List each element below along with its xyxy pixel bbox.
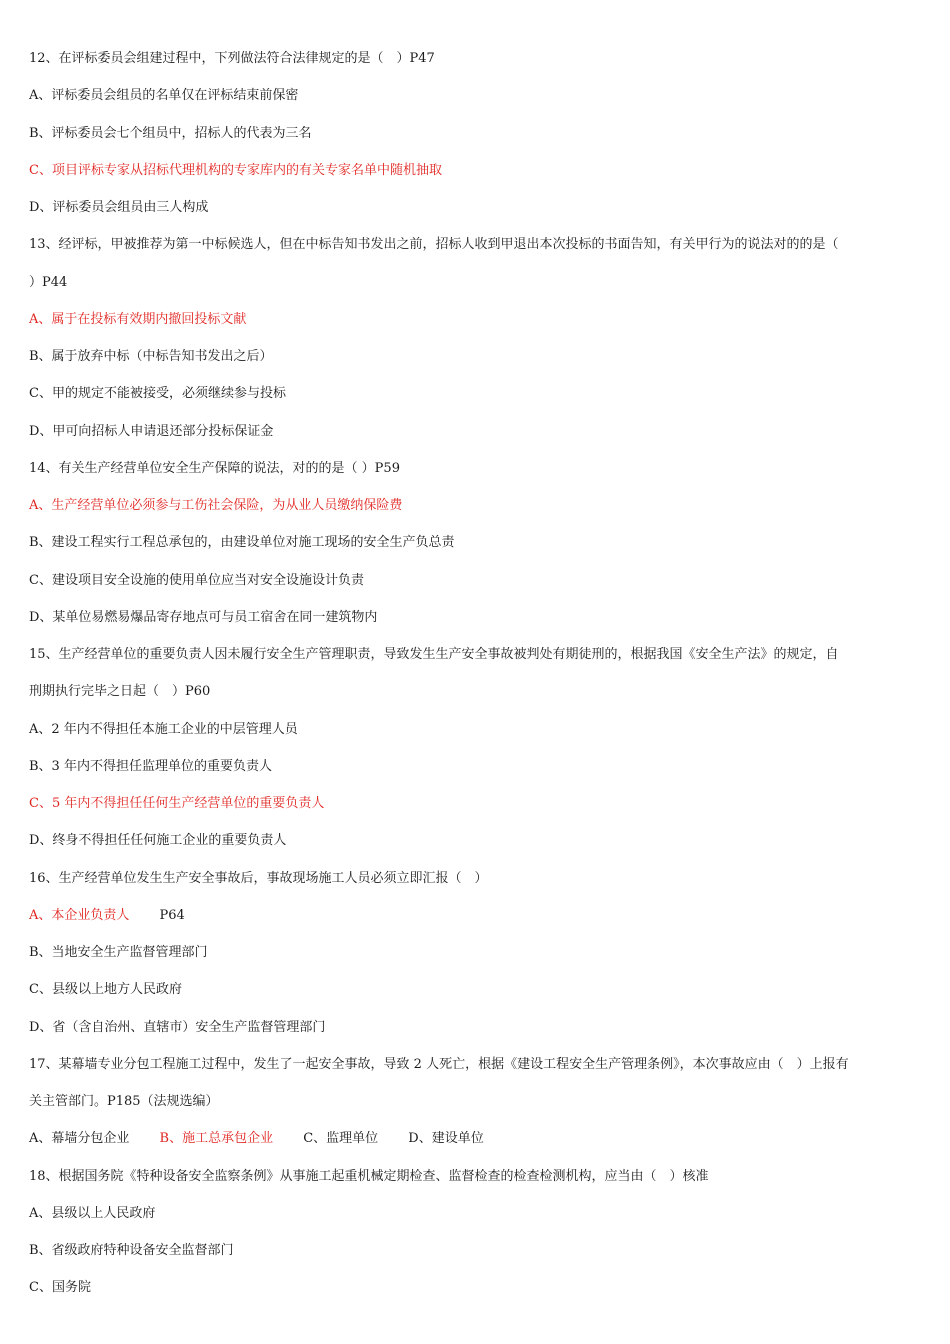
text-segment-q17opts-0: A、幕墙分包企业 — [29, 1131, 160, 1147]
line-q15d: D、终身不得担任任何施工企业的重要负责人 — [29, 833, 287, 849]
line-q12: 12、在评标委员会组建过程中，下列做法符合法律规定的是（ ）P47 — [29, 51, 435, 66]
line-q15: 15、生产经营单位的重要负责人因未履行安全生产管理职责，导致发生生产安全事故被判处有期徒刑的，根据我国《安全生产法》的规定，自 — [29, 647, 839, 662]
text-segment-q17opts-2: C、监理单位 D、建设单位 — [273, 1131, 484, 1147]
line-q16c: C、县级以上地方人民政府 — [29, 982, 182, 998]
line-q17opts — [29, 1120, 934, 1157]
line-q12b: B、评标委员会七个组员中，招标人的代表为三名 — [29, 125, 312, 141]
line-q12c: C、项目评标专家从招标代理机构的专家库内的有关专家名单中随机抽取 — [29, 162, 442, 178]
line-q13c: C、甲的规定不能被接受，必须继续参与投标 — [29, 386, 286, 402]
line-q14d: D、某单位易燃易爆品寄存地点可与员工宿舍在同一建筑物内 — [29, 609, 378, 625]
line-q18c: C、国务院 — [29, 1280, 91, 1296]
text-segment-q16a-1: P64 — [129, 907, 185, 923]
line-q14a: A、生产经营单位必须参与工伤社会保险，为从业人员缴纳保险费 — [29, 498, 403, 513]
line-q16: 16、生产经营单位发生生产安全事故后，事故现场施工人员必须立即汇报（ ） — [29, 870, 488, 886]
line-q18: 18、根据国务院《特种设备安全监察条例》从事施工起重机械定期检查、监督检查的检查检测机构，应当由（ ）核准 — [29, 1168, 709, 1184]
line-q15c: C、5 年内不得担任任何生产经营单位的重要负责人 — [29, 796, 325, 811]
line-q14b: B、建设工程实行工程总承包的，由建设单位对施工现场的安全生产负总责 — [29, 535, 455, 551]
line-q13cont: ）P44 — [29, 274, 68, 290]
answer-segment-q17opts-1: B、施工总承包企业 — [159, 1131, 274, 1147]
line-q15cont: 刑期执行完毕之日起（ ）P60 — [29, 684, 211, 700]
line-q18a: A、县级以上人民政府 — [29, 1205, 156, 1221]
line-q17cont: 关主管部门。P185（法规选编） — [29, 1094, 219, 1109]
line-q13: 13、经评标，甲被推荐为第一中标候选人，但在中标告知书发出之前，招标人收到甲退出本次投标的书面告知，有关甲行为的说法对的的是（ — [29, 237, 839, 253]
line-q12a: A、评标委员会组员的名单仅在评标结束前保密 — [29, 88, 299, 104]
line-q13d: D、甲可向招标人申请退还部分投标保证金 — [29, 423, 274, 439]
line-q14c: C、建设项目安全设施的使用单位应当对安全设施设计负责 — [29, 572, 364, 588]
line-q13b: B、属于放弃中标（中标告知书发出之后） — [29, 349, 273, 364]
line-q15a: A、2 年内不得担任本施工企业的中层管理人员 — [29, 721, 298, 737]
line-q16b: B、当地安全生产监督管理部门 — [29, 945, 208, 960]
line-q15b: B、3 年内不得担任监理单位的重要负责人 — [29, 758, 272, 774]
answer-segment-q16a-0: A、本企业负责人 — [29, 907, 130, 923]
line-q16a — [29, 897, 934, 934]
line-q17: 17、某幕墙专业分包工程施工过程中，发生了一起安全事故，导致 2 人死亡，根据《建设工程安全生产管理条例》，本次事故应由（ ）上报有 — [29, 1056, 849, 1072]
exam-document — [29, 40, 934, 1307]
line-q14: 14、有关生产经营单位安全生产保障的说法，对的的是（ ）P59 — [29, 460, 400, 476]
line-q18b: B、省级政府特种设备安全监督部门 — [29, 1243, 234, 1258]
line-q12d: D、评标委员会组员由三人构成 — [29, 200, 209, 215]
line-q13a: A、属于在投标有效期内撤回投标文献 — [29, 311, 247, 327]
line-q16d: D、省（含自治州、直辖市）安全生产监督管理部门 — [29, 1019, 326, 1035]
